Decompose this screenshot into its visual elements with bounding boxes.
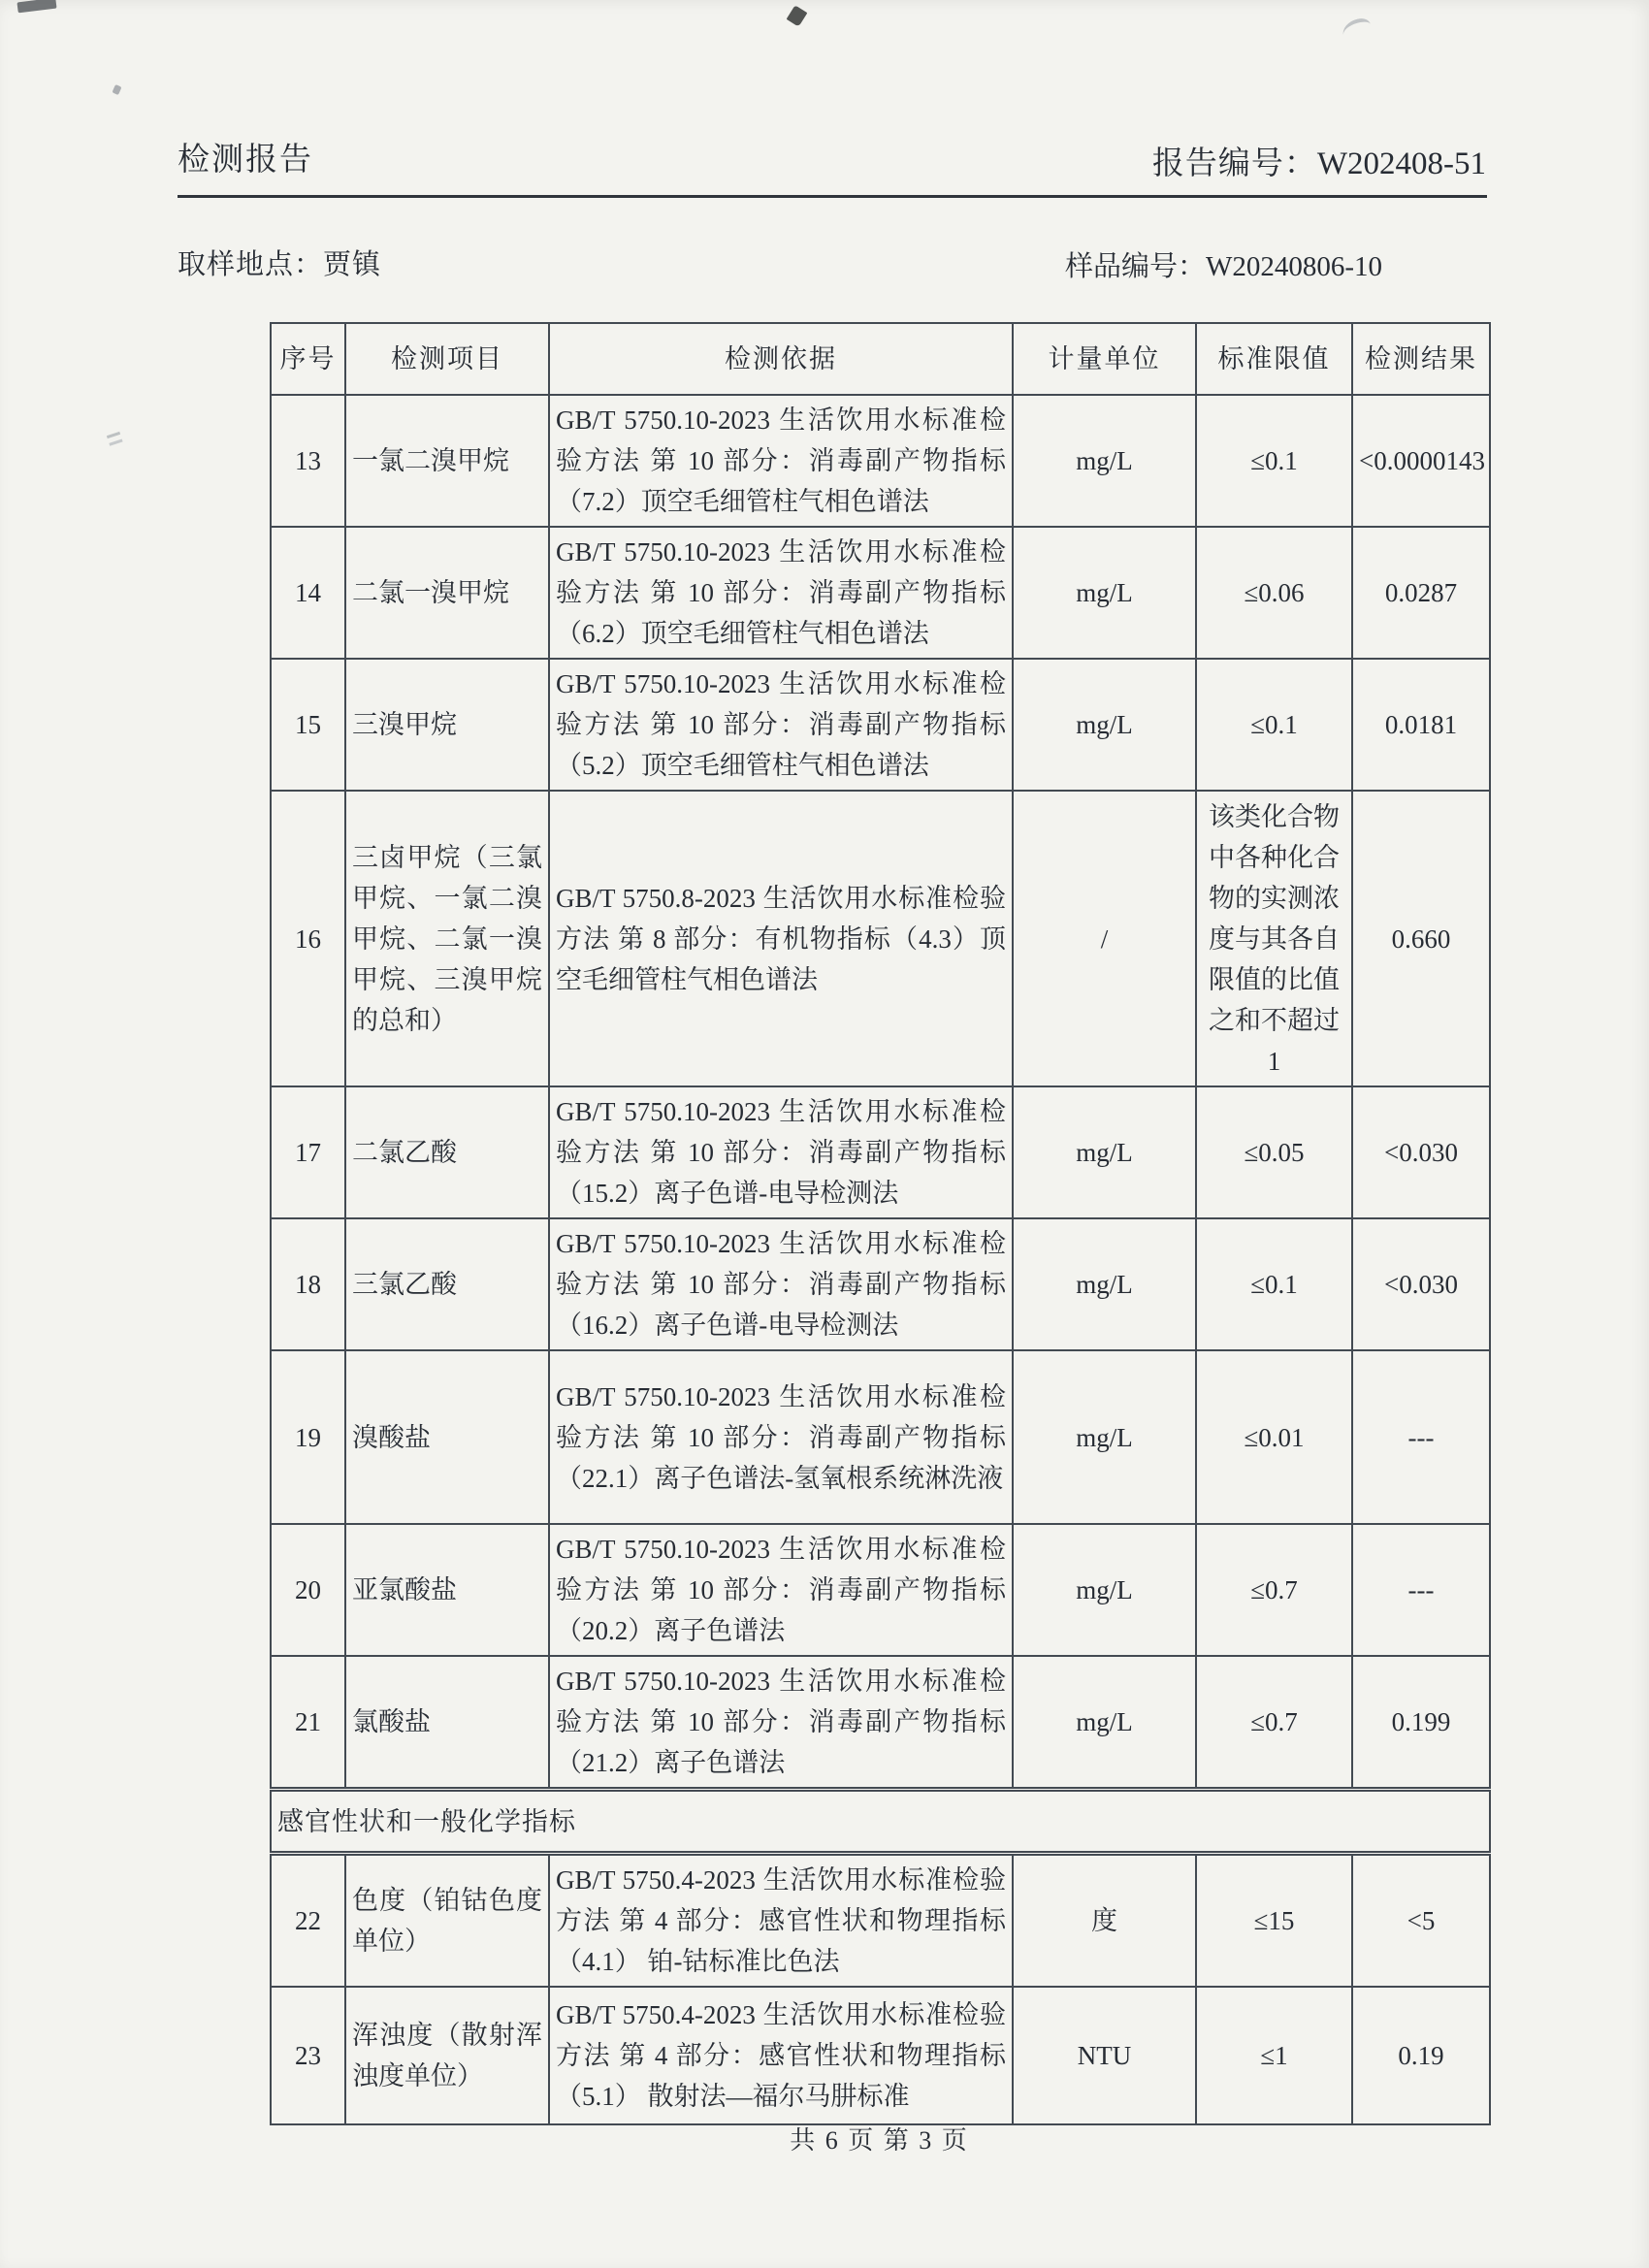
cell-no: 22 [271,1854,345,1988]
scan-artifact [787,5,808,26]
table-row [271,1656,1490,1790]
table-header-row [271,323,1490,395]
cell-unit: mg/L [1013,1350,1196,1524]
cell-no: 18 [271,1218,345,1350]
cell-item: 二氯乙酸 [345,1086,549,1218]
cell-method: GB/T 5750.10-2023 生活饮用水标准检验方法 第 10 部分：消毒副产物指标（7.2）顶空毛细管柱气相色谱法 [549,395,1013,527]
results-table [270,322,1491,2125]
cell-no: 21 [271,1656,345,1790]
document-title: 检测报告 [178,143,313,178]
cell-limit: ≤0.1 [1196,395,1352,527]
cell-unit: / [1013,791,1196,1086]
sample-number-value: W20240806-10 [1206,251,1383,282]
table-row [271,527,1490,659]
cell-no: 17 [271,1086,345,1218]
table-row [271,1086,1490,1218]
sample-number-label: 样品编号： [1065,251,1207,282]
cell-limit: ≤0.1 [1196,659,1352,791]
scan-artifact [16,0,56,13]
cell-no: 13 [271,395,345,527]
cell-unit: mg/L [1013,1656,1196,1790]
cell-no: 19 [271,1350,345,1524]
cell-method: GB/T 5750.10-2023 生活饮用水标准检验方法 第 10 部分：消毒副产物指标（21.2）离子色谱法 [549,1656,1013,1790]
cell-item: 三卤甲烷（三氯甲烷、一氯二溴甲烷、二氯一溴甲烷、三溴甲烷的总和） [345,791,549,1086]
report-number-value: W202408-51 [1316,146,1486,181]
cell-item: 三溴甲烷 [345,659,549,791]
scan-artifact [107,432,120,438]
cell-limit: ≤0.06 [1196,527,1352,659]
cell-unit: mg/L [1013,1086,1196,1218]
cell-result: --- [1352,1524,1490,1656]
table-row [271,1854,1490,1988]
column-header: 序号 [271,323,345,395]
cell-item: 氯酸盐 [345,1656,549,1790]
cell-method: GB/T 5750.10-2023 生活饮用水标准检验方法 第 10 部分：消毒副产物指标（15.2）离子色谱-电导检测法 [549,1086,1013,1218]
cell-no: 14 [271,527,345,659]
cell-result: <0.0000143 [1352,395,1490,527]
cell-method: GB/T 5750.10-2023 生活饮用水标准检验方法 第 10 部分：消毒副产物指标（22.1）离子色谱法-氢氧根系统淋洗液 [549,1350,1013,1524]
cell-method: GB/T 5750.4-2023 生活饮用水标准检验方法 第 4 部分：感官性状和物理指标（5.1） 散射法—福尔马肼标准 [549,1987,1013,2124]
table-row [271,1350,1490,1524]
cell-result: --- [1352,1350,1490,1524]
sampling-location-label: 取样地点： [178,249,324,280]
cell-unit: mg/L [1013,527,1196,659]
cell-limit: ≤0.7 [1196,1656,1352,1790]
cell-item: 一氯二溴甲烷 [345,395,549,527]
cell-method: GB/T 5750.10-2023 生活饮用水标准检验方法 第 10 部分：消毒副产物指标（6.2）顶空毛细管柱气相色谱法 [549,527,1013,659]
cell-unit: mg/L [1013,395,1196,527]
cell-method: GB/T 5750.10-2023 生活饮用水标准检验方法 第 10 部分：消毒副产物指标（20.2）离子色谱法 [549,1524,1013,1656]
report-number [1152,138,1486,183]
cell-limit: ≤0.7 [1196,1524,1352,1656]
cell-result: 0.199 [1352,1656,1490,1790]
cell-limit: ≤0.05 [1196,1086,1352,1218]
cell-unit: NTU [1013,1987,1196,2124]
cell-limit: 该类化合物中各种化合物的实测浓度与其各自限值的比值之和不超过1 [1196,791,1352,1086]
cell-method: GB/T 5750.10-2023 生活饮用水标准检验方法 第 10 部分：消毒副产物指标（16.2）离子色谱-电导检测法 [549,1218,1013,1350]
column-header: 检测项目 [345,323,549,395]
scan-artifact [1341,16,1374,45]
cell-unit: mg/L [1013,1524,1196,1656]
scan-artifact [112,84,121,95]
cell-no: 20 [271,1524,345,1656]
cell-no: 23 [271,1987,345,2124]
sampling-location-value: 贾镇 [323,249,382,280]
cell-method: GB/T 5750.4-2023 生活饮用水标准检验方法 第 4 部分：感官性状和物理指标（4.1） 铂-钴标准比色法 [549,1854,1013,1988]
cell-item: 色度（铂钴色度单位） [345,1854,549,1988]
table-row [271,1218,1490,1350]
cell-item: 亚氯酸盐 [345,1524,549,1656]
column-header: 标准限值 [1196,323,1352,395]
cell-result: 0.19 [1352,1987,1490,2124]
cell-unit: mg/L [1013,1218,1196,1350]
cell-limit: ≤0.01 [1196,1350,1352,1524]
cell-result: 0.0287 [1352,527,1490,659]
cell-item: 溴酸盐 [345,1350,549,1524]
sampling-location [178,243,381,282]
table-row [271,1524,1490,1656]
cell-item: 浑浊度（散射浑浊度单位） [345,1987,549,2124]
cell-item: 二氯一溴甲烷 [345,527,549,659]
cell-result: <5 [1352,1854,1490,1988]
cell-method: GB/T 5750.10-2023 生活饮用水标准检验方法 第 10 部分：消毒副产物指标（5.2）顶空毛细管柱气相色谱法 [549,659,1013,791]
column-header: 计量单位 [1013,323,1196,395]
cell-item: 三氯乙酸 [345,1218,549,1350]
cell-result: 0.0181 [1352,659,1490,791]
cell-no: 16 [271,791,345,1086]
column-header: 检测依据 [549,323,1013,395]
cell-limit: ≤1 [1196,1987,1352,2124]
page-footer: 共 6 页 第 3 页 [790,2126,969,2155]
cell-result: <0.030 [1352,1218,1490,1350]
cell-limit: ≤0.1 [1196,1218,1352,1350]
table-row [271,791,1490,1086]
column-header: 检测结果 [1352,323,1490,395]
cell-unit: mg/L [1013,659,1196,791]
table-row [271,1987,1490,2124]
section-header-row [271,1790,1490,1854]
section-header: 感官性状和一般化学指标 [271,1790,1490,1854]
cell-method: GB/T 5750.8-2023 生活饮用水标准检验方法 第 8 部分：有机物指标（4.3）顶空毛细管柱气相色谱法 [549,791,1013,1086]
cell-result: 0.660 [1352,791,1490,1086]
cell-unit: 度 [1013,1854,1196,1988]
table-row [271,395,1490,527]
cell-result: <0.030 [1352,1086,1490,1218]
sample-number [1065,244,1382,284]
table-row [271,659,1490,791]
header-divider [178,195,1487,198]
cell-limit: ≤15 [1196,1854,1352,1988]
report-number-label: 报告编号： [1151,146,1317,181]
cell-no: 15 [271,659,345,791]
